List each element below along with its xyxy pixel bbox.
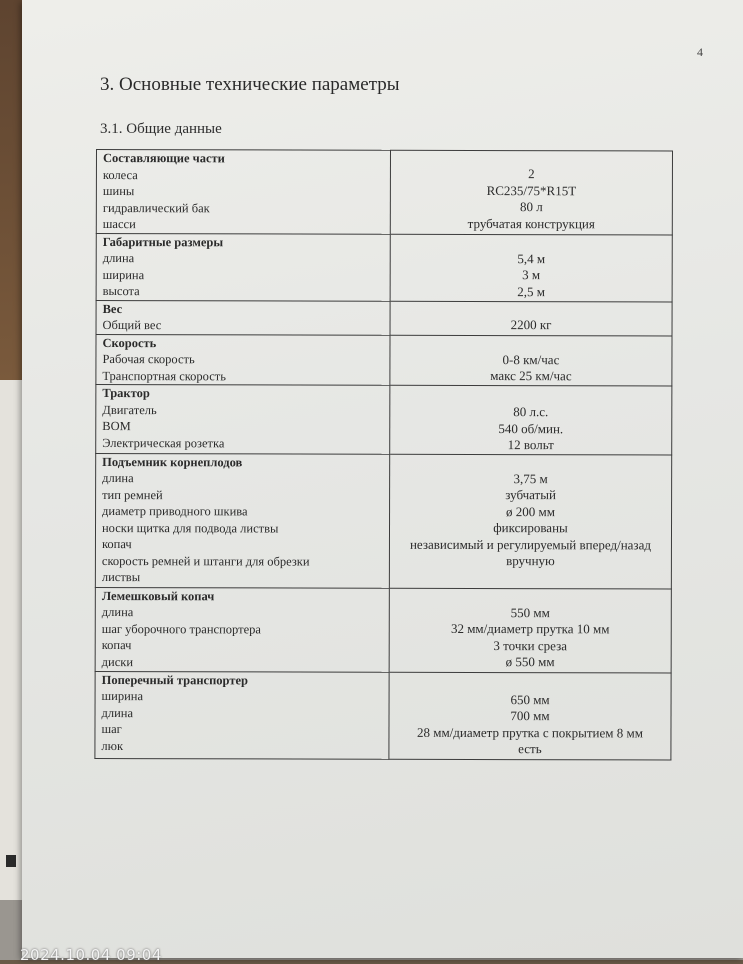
spec-value: макс 25 км/час [490, 368, 572, 384]
spec-label: длина [102, 471, 134, 486]
spec-value: независимый и регулируемый вперед/назад [409, 536, 651, 552]
spec-group-labels [96, 300, 390, 335]
spec-label: копач [101, 638, 132, 653]
spec-group-values [390, 150, 672, 234]
spec-group-cross-conveyor [95, 671, 671, 760]
spec-label: диски [101, 654, 134, 669]
spec-value: трубчатая конструкция [467, 215, 595, 231]
spec-label: диаметр приводного шкива [102, 504, 248, 519]
spec-group-labels [95, 453, 389, 588]
spec-label: люк [101, 738, 124, 753]
spec-value: 540 об/мин. [498, 420, 564, 436]
spec-label: тип ремней [102, 487, 163, 502]
spec-group-share-digger [95, 587, 671, 673]
spec-value: 700 мм [510, 708, 550, 724]
group-title: Подъемник корнеплодов [102, 454, 243, 469]
spec-value: 32 мм/диаметр прутка 10 мм [450, 620, 610, 637]
spec-group-labels [96, 385, 390, 454]
group-title: Вес [102, 301, 123, 316]
spec-value: 28 мм/диаметр прутка с покрытием 8 мм [416, 724, 643, 740]
dark-mark [6, 855, 16, 867]
spec-value: ø 550 мм [505, 654, 555, 670]
spec-label: Рабочая скорость [102, 352, 195, 367]
spec-group-labels [95, 587, 389, 672]
group-title: Габаритные размеры [102, 234, 224, 249]
spec-label: носки щитка для подвода листвы [101, 520, 279, 535]
spec-group-labels [96, 334, 390, 385]
spec-label: длина [102, 251, 135, 266]
spec-value: 3,75 м [513, 470, 548, 486]
spec-table [94, 149, 673, 760]
spec-group-components [96, 150, 672, 235]
spec-label: Общий вес [102, 318, 162, 333]
spec-label: колеса [102, 167, 138, 182]
spec-label: Электрическая розетка [102, 435, 225, 450]
spec-label: шины [102, 184, 135, 199]
spec-group-weight [96, 300, 672, 336]
spec-value: 0-8 км/час [502, 351, 560, 367]
spec-label: Транспортная скорость [102, 368, 226, 383]
spec-value: вручную [506, 553, 555, 569]
spec-value: 12 вольт [507, 437, 554, 453]
spec-group-tractor [96, 385, 672, 455]
spec-label: высота [102, 284, 140, 299]
spec-label: BOM [102, 419, 131, 434]
spec-label: листвы [101, 570, 141, 585]
spec-label: длина [101, 605, 134, 620]
spec-value: есть [518, 741, 542, 757]
spec-group-speed [96, 334, 672, 386]
spec-value: 650 мм [510, 691, 550, 707]
spec-value: 2,5 м [517, 283, 546, 299]
spec-group-labels [96, 150, 390, 234]
group-title: Поперечный транспортер [101, 672, 249, 687]
spec-label: шаг уборочного транспортера [101, 621, 261, 636]
spec-value: 2 [528, 166, 535, 182]
spec-value: 3 точки среза [493, 637, 568, 653]
spec-label: Двигатель [102, 402, 157, 417]
spec-label: скорость ремней и штанги для обрезки [101, 553, 310, 569]
spec-value: фиксированы [493, 520, 568, 536]
spec-label: шаг [101, 722, 122, 737]
spec-group-labels [95, 671, 389, 759]
spec-label: шасси [102, 217, 136, 232]
spec-value: 3 м [522, 267, 541, 283]
spec-value: RC235/75*R15T [486, 182, 577, 198]
spec-group-dimensions [96, 233, 672, 302]
spec-group-values [389, 588, 671, 673]
group-title: Трактор [102, 386, 150, 401]
spec-value: 550 мм [510, 604, 550, 620]
spec-group-values [389, 672, 671, 760]
group-title: Лемешковый копач [101, 588, 215, 603]
spec-group-values [389, 454, 671, 589]
spec-group-values [390, 234, 672, 302]
spec-group-values [390, 335, 672, 386]
subsection-title: 3.1. Общие данные [100, 121, 222, 137]
section-title: 3. Основные технические параметры [100, 74, 400, 95]
spec-value: ø 200 мм [506, 503, 556, 519]
spec-label: ширина [102, 267, 145, 282]
spec-value: зубчатый [505, 487, 556, 503]
spec-value: 2200 кг [510, 316, 552, 332]
group-title: Скорость [102, 335, 157, 350]
page-number: 4 [697, 45, 703, 59]
spec-label: ширина [101, 689, 144, 704]
spec-label: длина [101, 705, 134, 720]
spec-group-root-lifter [95, 453, 671, 589]
spec-value: 80 л.с. [513, 404, 549, 420]
spec-label: копач [101, 537, 132, 552]
group-title: Составляющие части [102, 151, 225, 166]
spec-group-values [390, 385, 672, 454]
spec-value: 5,4 м [517, 250, 546, 266]
spec-label: гидравлический бак [102, 200, 210, 215]
spec-group-values [390, 301, 672, 336]
spec-value: 80 л [519, 199, 543, 215]
spec-group-labels [96, 233, 390, 301]
photo-timestamp: 2024.10.04 09:04 [20, 946, 162, 964]
